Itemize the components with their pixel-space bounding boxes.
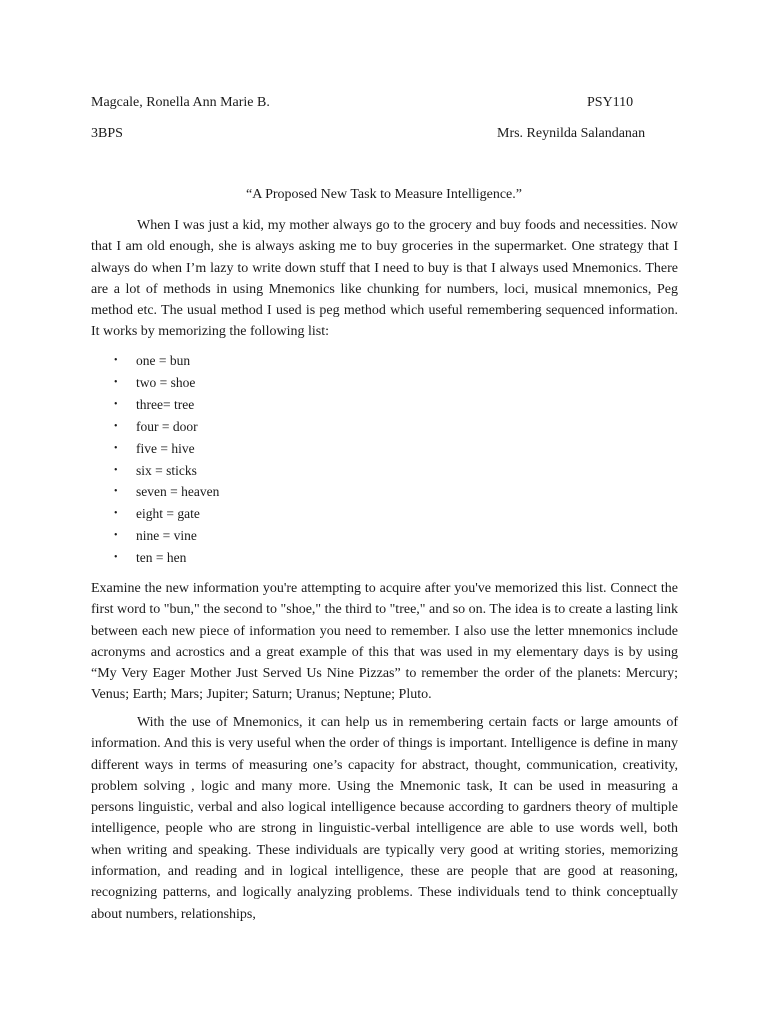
paragraph-mnemonics-intelligence: With the use of Mnemonics, it can help us in remembering certain facts or large amounts of information. And this is very useful when the order of things is important. Intelligence is define in many different ways in terms of measuring one’s capacity for abstract, thought, communication, creativity, problem solving , logic and many more. Using the Mnemonic task, It can be used in measuring a persons linguistic, verbal and also logical intelligence because according to gardners theory of multiple intelligence, people who are strong in linguistic-verbal intelligence are able to use words well, both when writing and speaking. These individuals are typically very good at writing stories, memorizing information, and reading and in logical intelligence, these are people that are good at reasoning, recognizing patterns, and logically analyzing problems. These individuals tend to think conceptually about numbers, relationships, bbox=[91, 715, 678, 922]
bullet-icon: • bbox=[114, 552, 118, 564]
list-item: • six = sticks bbox=[91, 460, 219, 482]
section: 3BPS bbox=[91, 126, 123, 141]
list-item: • five = hive bbox=[91, 438, 219, 460]
list-item: • seven = heaven bbox=[91, 481, 219, 503]
bullet-icon: • bbox=[114, 530, 118, 542]
list-item: • two = shoe bbox=[91, 372, 219, 394]
paragraph-examine: Examine the new information you're attempting to acquire after you've memorized this list. Connect the first word to "bun," the second to "shoe," the third to "tree," and so on. The idea is to create a lasting link between each new piece of information you need to remember. I also use the letter mnemonics include acronyms and acrostics and a great example of this that was used in my elementary days is by using “My Very Eager Mother Just Served Us Nine Pizzas” to remember the order of the planets: Mercury; Venus; Earth; Mars; Jupiter; Saturn; Uranus; Neptune; Pluto. bbox=[91, 581, 678, 703]
list-item: • nine = vine bbox=[91, 525, 219, 547]
paragraph-intro: When I was just a kid, my mother always go to the grocery and buy foods and necessities. Now that I am old enough, she is always asking me to buy groceries in the supermarket. One strategy that I always do when I’m lazy to write down stuff that I need to buy is that I always used Mnemonics. There are a lot of methods in using Mnemonics like chunking for numbers, loci, musical mnemonics, Peg method etc. The usual method I used is peg method which useful remembering sequenced information. It works by memorizing the following list: bbox=[91, 218, 678, 340]
student-name: Magcale, Ronella Ann Marie B. bbox=[91, 95, 270, 110]
list-item: • four = door bbox=[91, 416, 219, 438]
bullet-icon: • bbox=[114, 355, 118, 366]
bullet-icon: • bbox=[114, 464, 118, 476]
bullet-icon: • bbox=[114, 442, 118, 454]
essay-title: “A Proposed New Task to Measure Intelligence.” bbox=[246, 187, 522, 202]
bullet-icon: • bbox=[114, 420, 118, 432]
instructor-name: Mrs. Reynilda Salandanan bbox=[497, 126, 646, 141]
list-item: • eight = gate bbox=[91, 503, 219, 525]
list-item: • ten = hen bbox=[91, 547, 219, 569]
peg-list bbox=[91, 350, 219, 569]
course-code: PSY110 bbox=[587, 95, 634, 110]
bullet-icon: • bbox=[114, 398, 118, 410]
list-item: • three= tree bbox=[91, 394, 219, 416]
bullet-icon: • bbox=[114, 376, 118, 388]
list-item: • one = bun bbox=[91, 350, 219, 372]
bullet-icon: • bbox=[114, 508, 118, 520]
bullet-icon: • bbox=[114, 486, 118, 498]
